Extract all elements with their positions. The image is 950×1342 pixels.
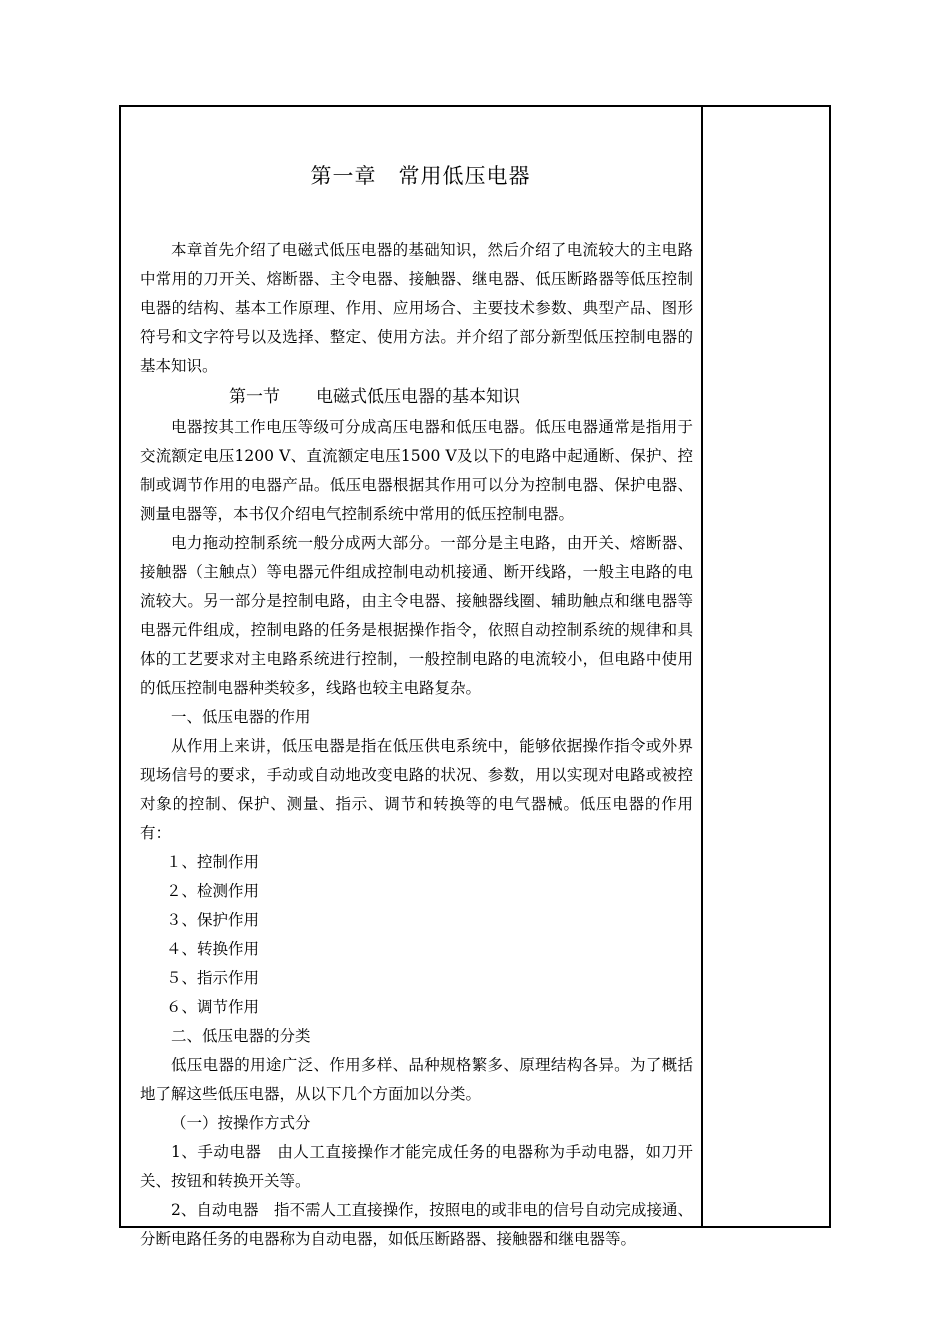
list-item: ６、调节作用 (166, 998, 260, 1016)
list-item: ２、检测作用 (166, 882, 260, 900)
margin-column-divider (701, 105, 703, 1228)
list-item: ５、指示作用 (166, 969, 260, 987)
list-item: ３、保护作用 (166, 911, 260, 929)
list-item: ４、转换作用 (166, 940, 260, 958)
section-number: 第一节 (229, 387, 280, 407)
subheading-operation: （一）按操作方式分 (171, 1114, 311, 1132)
paragraph-classification: 低压电器的用途广泛、作用多样、品种规格繁多、原理结构各异。为了概括地了解这些低压电器，从以下几个方面加以分类。 (140, 1056, 693, 1103)
heading-functions: 一、低压电器的作用 (171, 708, 311, 726)
paragraph-functions: 从作用上来讲，低压电器是指在低压供电系统中，能够依据操作指令或外界现场信号的要求，手动或自动地改变电路的状况、参数，用以实现对电路或被控对象的控制、保护、测量、指示、调节和转换等的电气器械。低压电器的作用有： (140, 737, 693, 842)
document-body (140, 156, 693, 1254)
section-name: 电磁式低压电器的基本知识 (316, 387, 520, 407)
heading-classification: 二、低压电器的分类 (171, 1027, 311, 1045)
paragraph-control-system: 电力拖动控制系统一般分成两大部分。一部分是主电路，由开关、熔断器、接触器（主触点）等电器元件组成控制电动机接通、断开线路，一般主电路的电流较大。另一部分是控制电路，由主令电器、接触器线圈、辅助触点和继电器等电器元件组成，控制电路的任务是根据操作指令，依照自动控制系统的规律和具体的工艺要求对主电路系统进行控制，一般控制电路的电流较小，但电路中使用的低压控制电器种类较多，线路也较主电路复杂。 (140, 534, 693, 697)
section-title (140, 381, 693, 413)
list-item: １、控制作用 (166, 853, 260, 871)
chapter-title (140, 156, 693, 196)
paragraph-voltage-classes: 电器按其工作电压等级可分成高压电器和低压电器。低压电器通常是指用于交流额定电压1200 V、直流额定电压1500 V及以下的电路中起通断、保护、控制或调节作用的电器产品。低压电器根据其作用可以分为控制电器、保护电器、测量电器等，本书仅介绍电气控制系统中常用的低压控制电器。 (140, 418, 693, 523)
item-automatic-devices: 2、自动电器 指不需人工直接操作，按照电的或非电的信号自动完成接通、分断电路任务的电器称为自动电器，如低压断路器、接触器和继电器等。 (140, 1201, 693, 1248)
intro-paragraph: 本章首先介绍了电磁式低压电器的基础知识，然后介绍了电流较大的主电路中常用的刀开关、熔断器、主令电器、接触器、继电器、低压断路器等低压控制电器的结构、基本工作原理、作用、应用场合、主要技术参数、典型产品、图形符号和文字符号以及选择、整定、使用方法。并介绍了部分新型低压控制电器的基本知识。 (140, 241, 693, 375)
chapter-number: 第一章 (310, 164, 377, 188)
item-manual-devices: 1、手动电器 由人工直接操作才能完成任务的电器称为手动电器，如刀开关、按钮和转换开关等。 (140, 1143, 693, 1190)
chapter-name: 常用低压电器 (398, 164, 531, 188)
